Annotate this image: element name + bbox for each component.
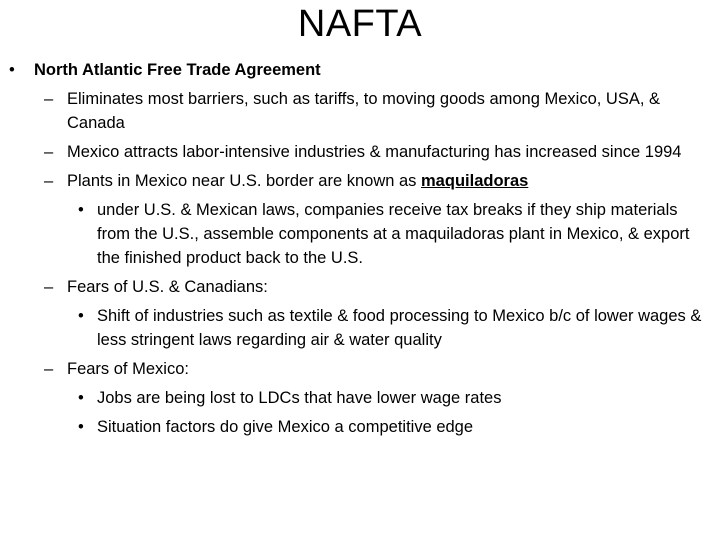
bullet-level2 xyxy=(0,169,720,193)
dash-marker: – xyxy=(44,278,54,296)
dash-marker: – xyxy=(44,172,54,190)
bullet-level2 xyxy=(0,87,720,135)
bullet-marker: • xyxy=(9,61,15,79)
dash-marker: – xyxy=(44,90,54,108)
bullet-level2 xyxy=(0,140,720,164)
bullet-text: Situation factors do give Mexico a competitive edge xyxy=(97,418,474,436)
bullet-text: Fears of Mexico: xyxy=(67,360,189,378)
bullet-level3 xyxy=(0,198,720,270)
bullet-text: Mexico attracts labor-intensive industries & manufacturing has increased since 1994 xyxy=(67,143,682,161)
bullet-text: Fears of U.S. & Canadians: xyxy=(67,278,268,296)
bullet-text: under U.S. & Mexican laws, companies receive tax breaks if they ship materials from the U.S., assemble components at a maquiladoras plant in Mexico, & export the finished product back to the U.S. xyxy=(97,201,690,267)
bullet-level3 xyxy=(0,304,720,352)
bullet-marker: • xyxy=(78,418,84,436)
bullet-marker: • xyxy=(78,389,84,407)
bullet-list xyxy=(0,58,720,439)
bullet-level2 xyxy=(0,275,720,299)
bullet-level2 xyxy=(0,357,720,381)
bullet-level1 xyxy=(0,58,720,82)
bullet-text: Shift of industries such as textile & food processing to Mexico b/c of lower wages & less stringent laws regarding air & water quality xyxy=(97,307,702,349)
bullet-text: North Atlantic Free Trade Agreement xyxy=(34,61,321,79)
bullet-level3 xyxy=(0,415,720,439)
key-term-maquiladoras: maquiladoras xyxy=(421,172,529,190)
bullet-text: Eliminates most barriers, such as tariffs, to moving goods among Mexico, USA, & Canada xyxy=(67,90,661,132)
bullet-level3 xyxy=(0,386,720,410)
bullet-marker: • xyxy=(78,307,84,325)
bullet-text: Jobs are being lost to LDCs that have lower wage rates xyxy=(97,389,502,407)
slide-title: NAFTA xyxy=(297,3,423,45)
bullet-marker: • xyxy=(78,201,84,219)
dash-marker: – xyxy=(44,360,54,378)
dash-marker: – xyxy=(44,143,54,161)
bullet-text: Plants in Mexico near U.S. border are known as xyxy=(67,172,422,190)
